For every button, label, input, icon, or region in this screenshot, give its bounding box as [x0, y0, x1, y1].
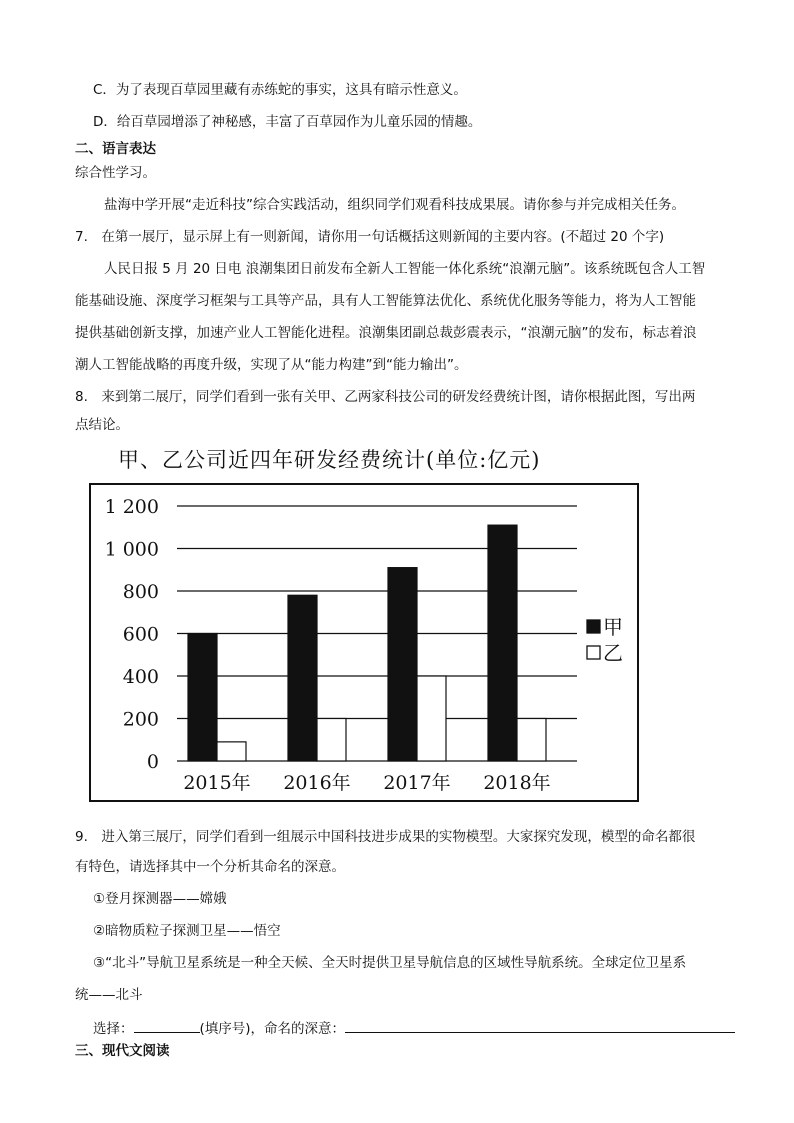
y-tick-label: 400 — [122, 666, 159, 688]
choice-mid-text: (填序号)，命名的深意： — [199, 1021, 346, 1037]
bar-甲-2016年 — [288, 595, 317, 761]
question-8-line-2: 点结论。 — [75, 417, 129, 433]
model-item-3-line-2: 统——北斗 — [75, 987, 143, 1003]
model-item-3-line-1: ③“北斗”导航卫星系统是一种全天候、全天时提供卫星导航信息的区域性导航系统。全球定位卫星系 — [93, 955, 687, 971]
choice-label: 选择： — [93, 1021, 134, 1037]
option-d: D．给百草园增添了神秘感，丰富了百草园作为儿童乐园的情趣。 — [93, 114, 482, 130]
y-tick-label: 200 — [122, 708, 159, 731]
news-line-1: 人民日报 5 月 20 日电 浪潮集团日前发布全新人工智能一体化系统“浪潮元脑”。该系统既包含人工智 — [104, 261, 706, 277]
chart-frame — [90, 484, 638, 801]
choice-blank[interactable] — [134, 1017, 200, 1033]
option-c: C．为了表现百草园里藏有赤练蛇的事实，这具有暗示性意义。 — [93, 82, 467, 98]
answer-row — [93, 1017, 735, 1039]
bar-甲-2017年 — [388, 568, 417, 761]
model-item-2: ②暗物质粒子探测卫星——悟空 — [93, 923, 281, 939]
y-tick-label: 600 — [122, 623, 159, 646]
news-line-2: 能基础设施、深度学习框架与工具等产品，具有人工智能算法优化、系统优化服务等能力，将为人工智能 — [75, 293, 696, 309]
legend-label-乙: 乙 — [603, 641, 623, 665]
bar-乙-2016年 — [317, 719, 346, 762]
x-tick-label: 2016年 — [283, 772, 351, 794]
news-line-4: 潮人工智能战略的再度升级，实现了从“能力构建”到“能力输出”。 — [75, 357, 468, 373]
meaning-blank[interactable] — [345, 1017, 735, 1033]
news-line-3: 提供基础创新支撑，加速产业人工智能化进程。浪潮集团副总裁彭震表示，“浪潮元脑”的发布，标志着浪 — [75, 325, 697, 341]
x-tick-label: 2018年 — [483, 772, 551, 794]
question-8-line-1: 8. 来到第二展厅，同学们看到一张有关甲、乙两家科技公司的研发经费统计图，请你根据此图，写出两 — [75, 389, 696, 405]
bar-乙-2015年 — [217, 742, 246, 761]
y-tick-label: 0 — [146, 751, 159, 773]
legend-label-甲: 甲 — [603, 615, 623, 639]
legend-swatch-甲 — [587, 620, 600, 633]
x-tick-label: 2017年 — [383, 772, 451, 794]
bar-甲-2015年 — [188, 634, 217, 762]
question-9-line-1: 9. 进入第三展厅，同学们看到一组展示中国科技进步成果的实物模型。大家探究发现，模型的命名都很 — [75, 829, 696, 845]
bar-乙-2018年 — [517, 719, 546, 762]
section-heading-language: 二、语言表达 — [75, 141, 156, 157]
intro-text: 综合性学习。 — [75, 165, 156, 181]
chart-title: 甲、乙公司近四年研发经费统计(单位:亿元) — [118, 448, 541, 472]
model-item-1: ①登月探测器——嫦娥 — [93, 891, 227, 907]
y-tick-label: 1 000 — [104, 538, 159, 561]
activity-text: 盐海中学开展“走近科技”综合实践活动，组织同学们观看科技成果展。请你参与并完成相关任务。 — [104, 197, 685, 213]
bar-甲-2018年 — [488, 525, 517, 761]
legend-swatch-乙 — [587, 646, 600, 659]
bar-chart — [89, 483, 641, 805]
y-tick-label: 800 — [122, 581, 159, 603]
x-tick-label: 2015年 — [183, 772, 251, 794]
y-tick-label: 1 200 — [104, 496, 159, 518]
question-9-line-2: 有特色，请选择其中一个分析其命名的深意。 — [75, 859, 345, 875]
section-heading-reading: 三、现代文阅读 — [75, 1043, 170, 1059]
bar-乙-2017年 — [417, 676, 446, 761]
question-7: 7. 在第一展厅，显示屏上有一则新闻，请你用一句话概括这则新闻的主要内容。(不超过 20 个字) — [75, 229, 665, 245]
